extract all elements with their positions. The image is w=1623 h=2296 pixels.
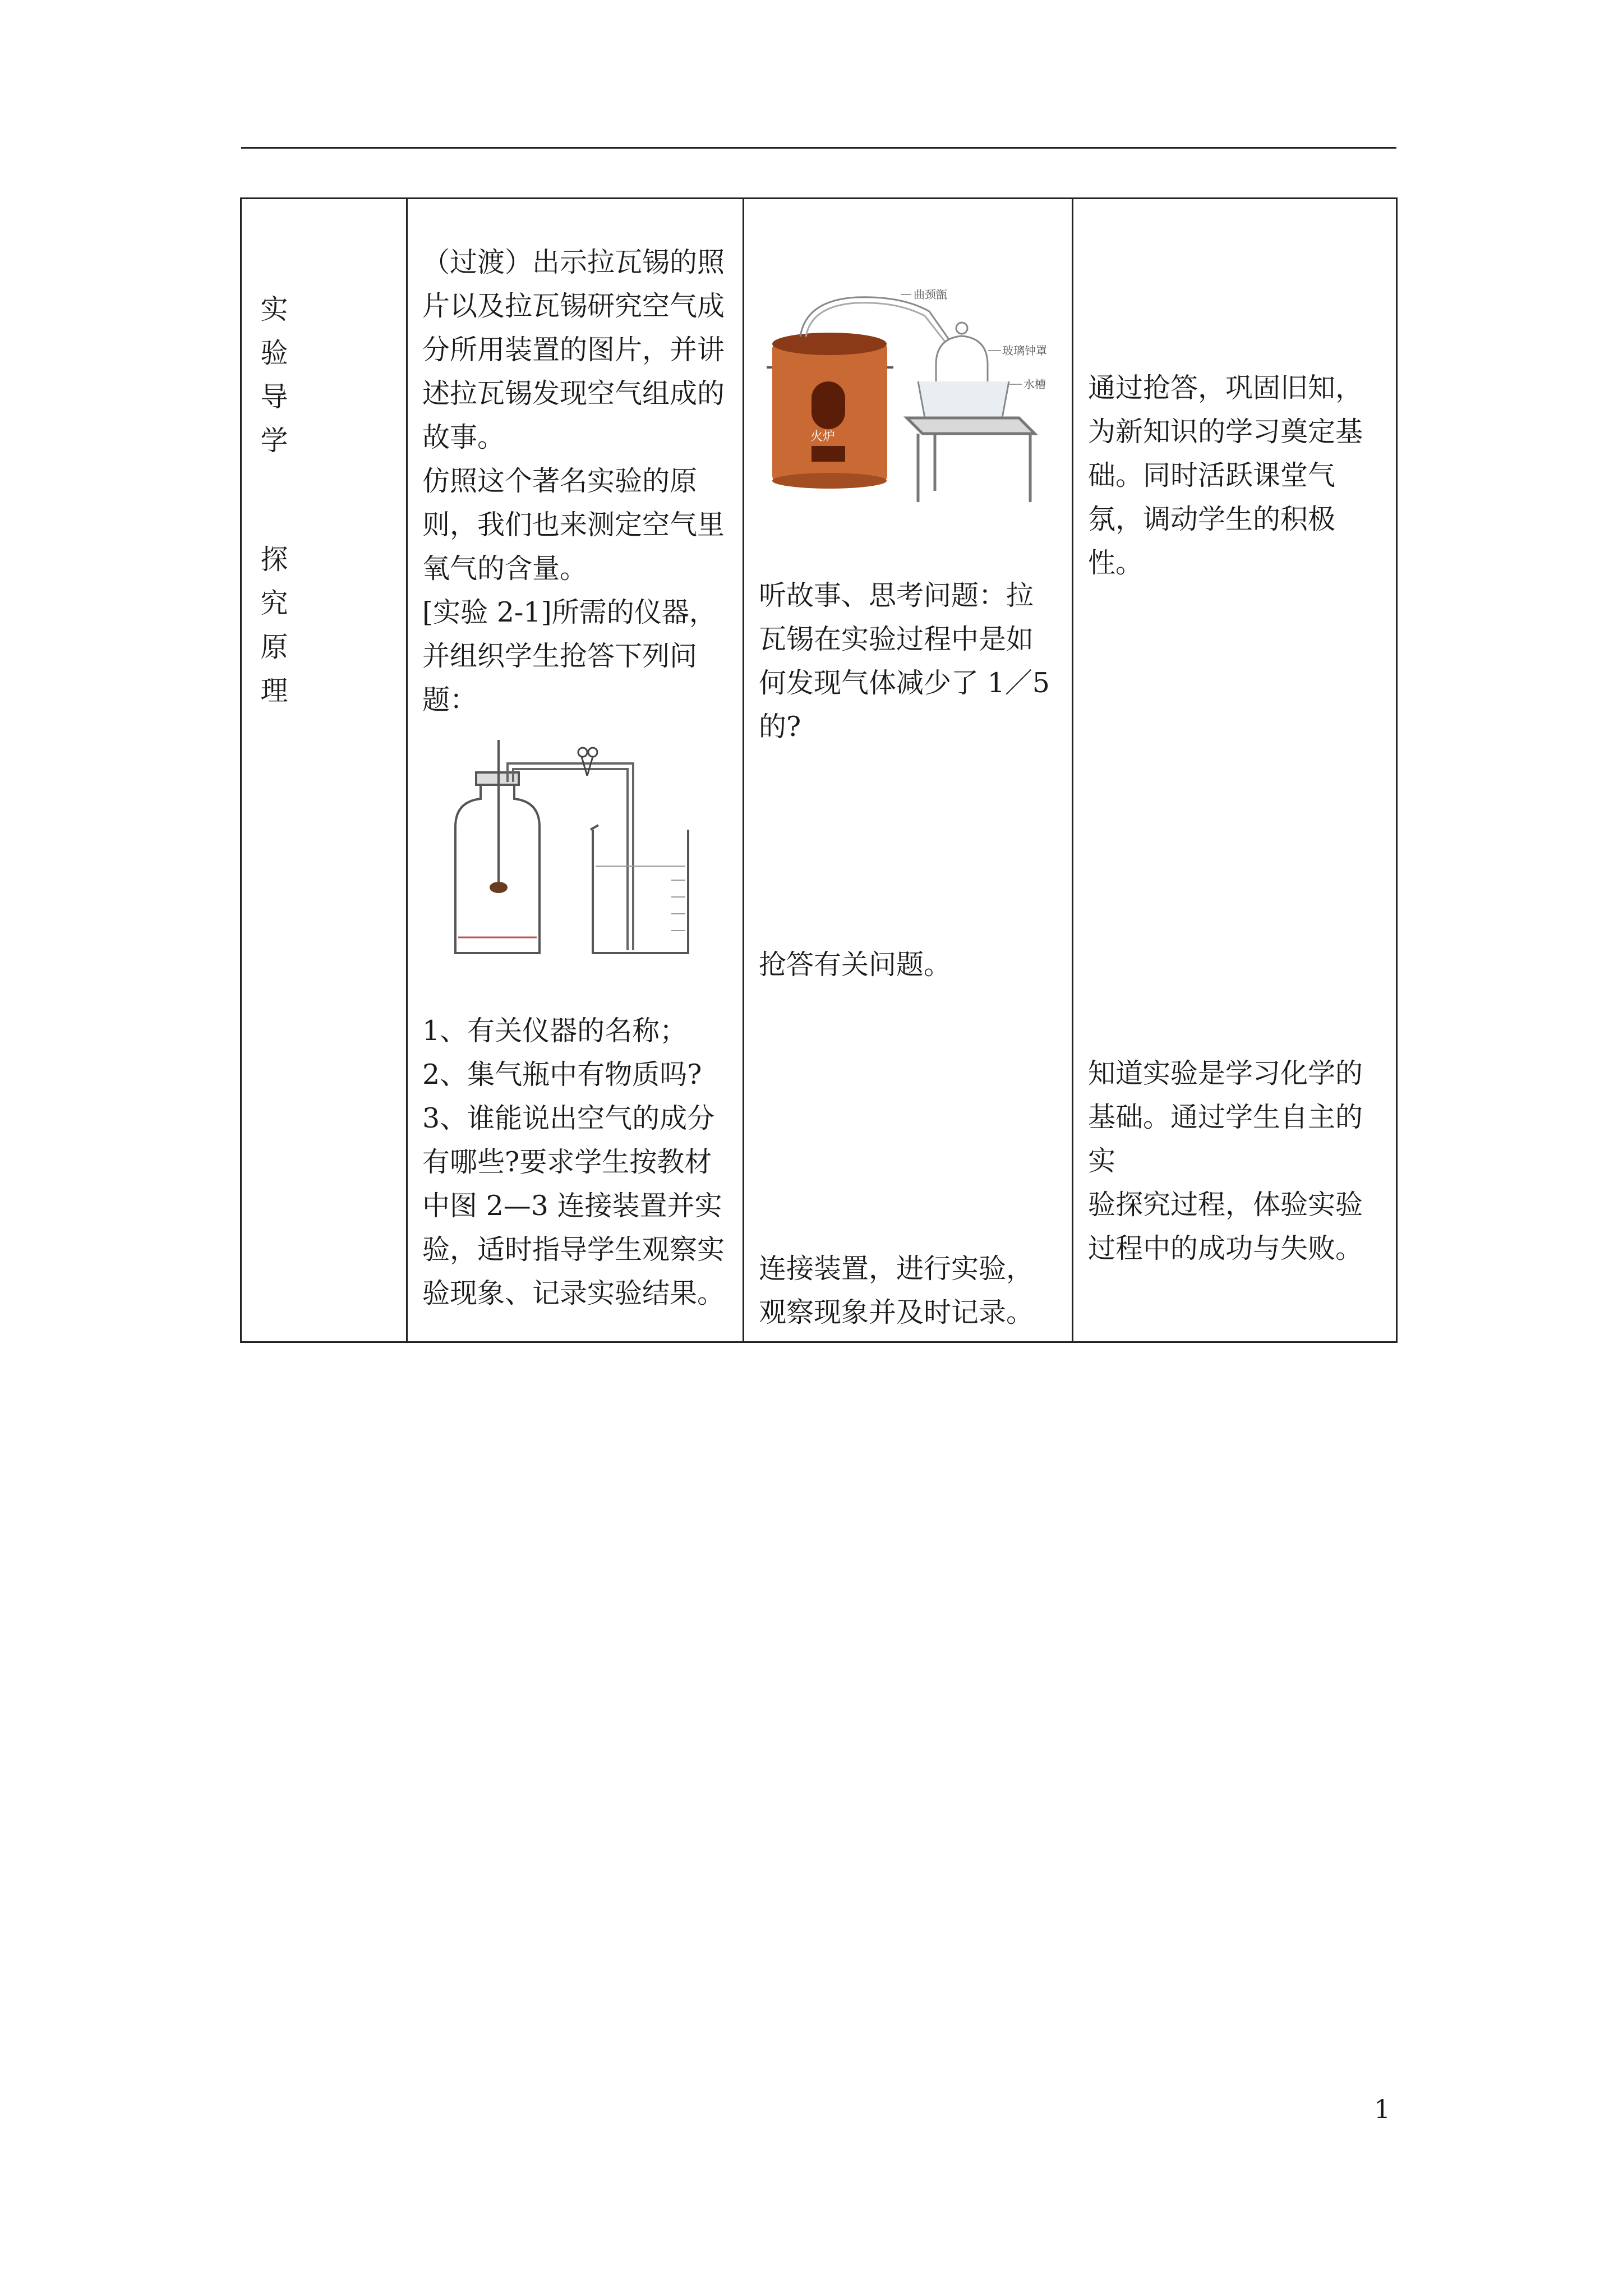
stage-label-principle: 探 究 原 理 xyxy=(260,544,288,707)
spoon-bowl xyxy=(490,882,508,893)
student-activity-column xyxy=(744,199,1073,1341)
design-intent-column xyxy=(1073,199,1398,1341)
water-trough xyxy=(918,381,1009,418)
connecting-tube xyxy=(508,763,633,950)
label-furnace: 火炉 xyxy=(810,430,836,444)
student-connect-text: 连接装置，进行实验，观察现象并及时记录。 xyxy=(759,1253,1034,1328)
lavoisier-apparatus-figure xyxy=(767,283,1053,519)
intent-text-1: 通过抢答，巩固旧知，为新知识的学习奠定基础。同时活跃课堂气氛，调动学生的积极性。 xyxy=(1088,372,1363,579)
teacher-intro-text: （过渡）出示拉瓦锡的照片以及拉瓦锡研究空气成分所用装置的图片，并讲述拉瓦锡发现空气组成的故事。 xyxy=(422,246,725,453)
page-number: 1 xyxy=(1374,2094,1391,2124)
teacher-principle-text: 仿照这个著名实验的原则，我们也来测定空气里氧气的含量。 xyxy=(422,465,725,585)
teacher-experiment-text: [实验 2-1]所需的仪器，并组织学生抢答下列问题： xyxy=(422,596,717,716)
student-answer-text: 抢答有关问题。 xyxy=(759,949,952,981)
label-trough: 水槽 xyxy=(1023,378,1046,391)
question-1: 1、有关仪器的名称； xyxy=(422,1015,688,1047)
student-story-text: 听故事、思考问题：拉瓦锡在实验过程中是如何发现气体减少了 1／5 的? xyxy=(759,579,1050,743)
label-bell-jar: 玻璃钟罩 xyxy=(1002,344,1047,357)
teacher-activity-column xyxy=(408,199,744,1341)
lesson-table xyxy=(240,197,1398,1343)
beaker xyxy=(591,825,688,953)
label-retort: 曲颈甑 xyxy=(914,288,947,301)
stage-label-experiment: 实 验 导 学 xyxy=(260,293,288,457)
question-2: 2、集气瓶中有物质吗? xyxy=(422,1059,702,1091)
question-3: 3、谁能说出空气的成分有哪些?要求学生按教材中图 2—3 连接装置并实验，适时指导学生观察实验现象、记录实验结果。 xyxy=(422,1102,725,1309)
experiment-apparatus-figure xyxy=(425,729,716,964)
header-rule xyxy=(241,147,1396,149)
furnace xyxy=(767,333,893,489)
intent-text-2a: 知道实验是学习化学的基础。通过学生自主的实 xyxy=(1088,1057,1363,1177)
intent-text-2b: 验探究过程，体验实验过程中的成功与失败。 xyxy=(1088,1189,1363,1264)
stage-column xyxy=(242,199,408,1341)
clamp xyxy=(578,748,597,776)
stand xyxy=(907,418,1035,502)
